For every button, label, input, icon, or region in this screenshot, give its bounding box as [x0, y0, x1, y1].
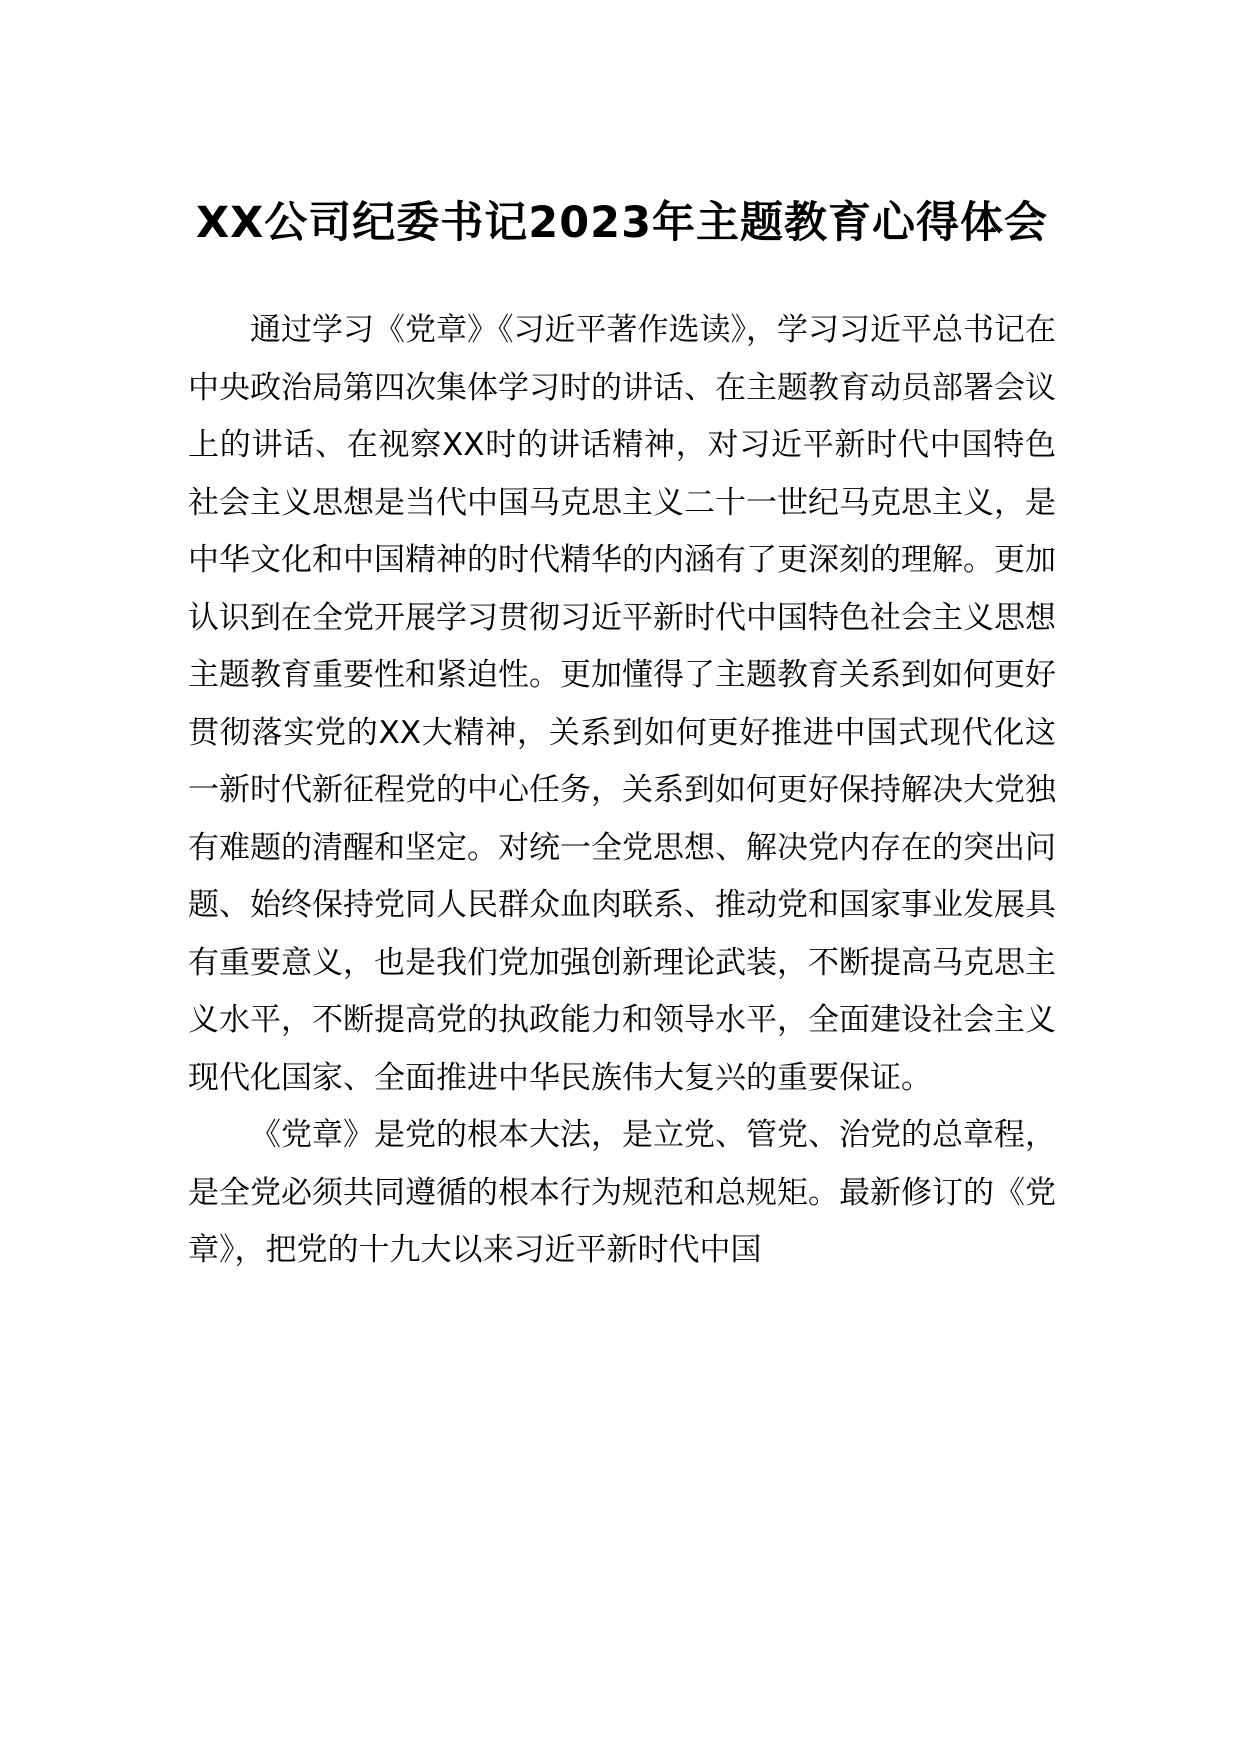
paragraph-2: 《党章》是党的根本大法，是立党、管党、治党的总章程，是全党必须共同遵循的根本行为规范和总规矩。最新修订的《党章》，把党的十九大以来习近平新时代中国: [188, 1117, 1056, 1268]
document-body: [188, 302, 1056, 1280]
document-title: XX公司纪委书记2023年主题教育心得体会: [196, 198, 1048, 248]
document-page: [188, 190, 1056, 1280]
paragraph-1: 通过学习《党章》《习近平著作选读》，学习习近平总书记在中央政治局第四次集体学习时的讲话、在主题教育动员部署会议上的讲话、在视察XX时的讲话精神，对习近平新时代中国特色社会主义思想是当代中国马克思主义二十一世纪马克思主义，是中华文化和中国精神的时代精华的内涵有了更深刻的理解。更加认识到在全党开展学习贯彻习近平新时代中国特色社会主义思想主题教育重要性和紧迫性。更加懂得了主题教育关系到如何更好贯彻落实党的XX大精神，关系到如何更好推进中国式现代化这一新时代新征程党的中心任务，关系到如何更好保持解决大党独有难题的清醒和坚定。对统一全党思想、解决党内存在的突出问题、始终保持党同人民群众血肉联系、推动党和国家事业发展具有重要意义，也是我们党加强创新理论武装，不断提高马克思主义水平，不断提高党的执政能力和领导水平，全面建设社会主义现代化国家、全面推进中华民族伟大复兴的重要保证。: [188, 312, 1056, 1096]
